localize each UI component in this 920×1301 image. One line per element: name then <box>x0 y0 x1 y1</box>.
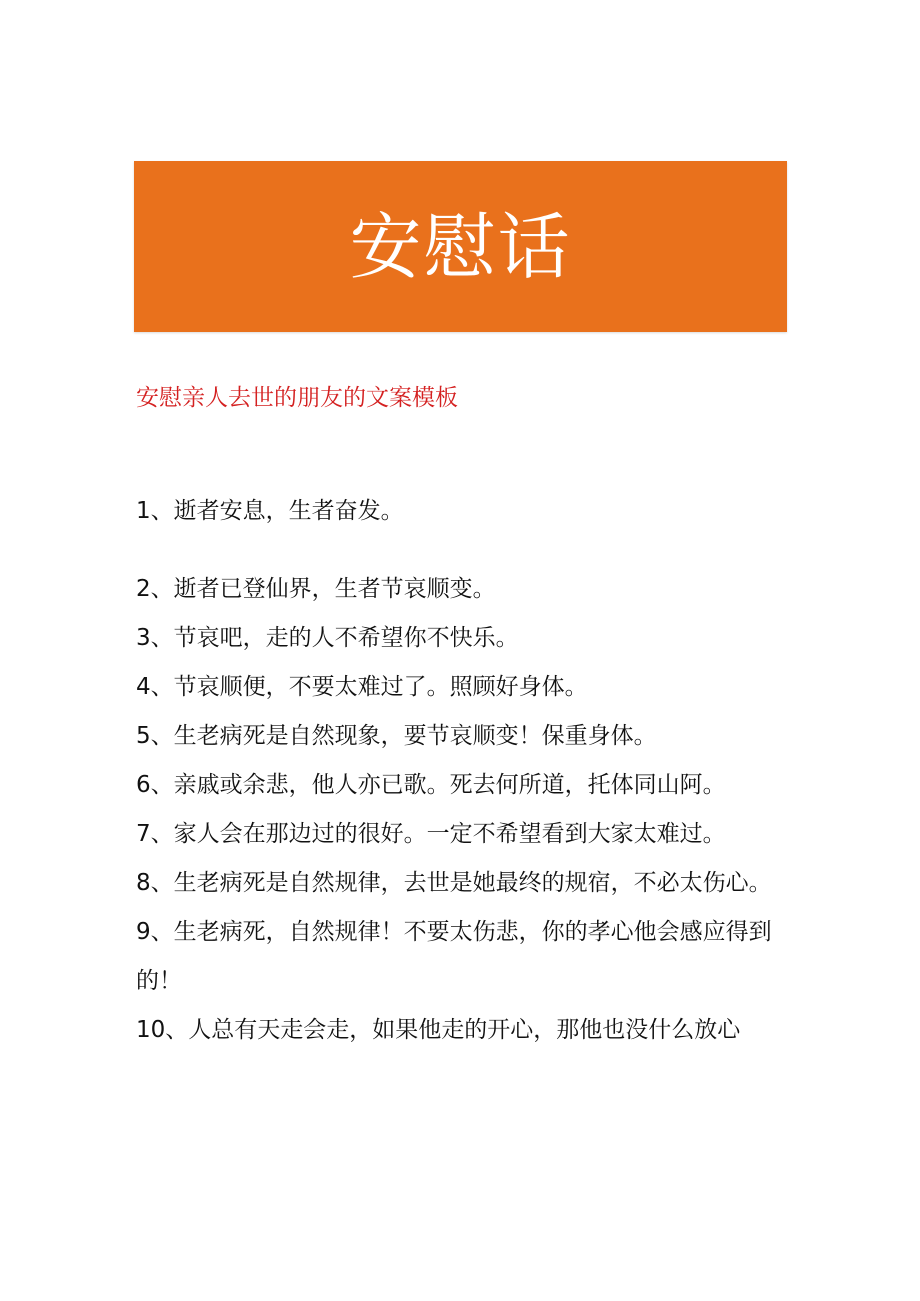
list-item-2: 2、逝者已登仙界，生者节哀顺变。 <box>136 576 496 602</box>
section-subtitle: 安慰亲人去世的朋友的文案模板 <box>136 385 458 411</box>
list-item-7: 7、家人会在那边过的很好。一定不希望看到大家太难过。 <box>136 821 726 847</box>
page-title: 安慰话 <box>349 204 572 289</box>
list-item-10: 10、人总有天走会走，如果他走的开心，那他也没什么放心 <box>136 1017 741 1043</box>
condolence-list <box>136 487 786 1055</box>
list-item-3: 3、节哀吧，走的人不希望你不快乐。 <box>136 625 519 651</box>
title-banner <box>134 161 787 332</box>
list-item-8: 8、生老病死是自然规律，去世是她最终的规宿，不必太伤心。 <box>136 870 772 896</box>
list-item-4: 4、节哀顺便，不要太难过了。照顾好身体。 <box>136 674 588 700</box>
list-item-5: 5、生老病死是自然现象，要节哀顺变！保重身体。 <box>136 723 657 749</box>
list-item-6: 6、亲戚或余悲，他人亦已歌。死去何所道，托体同山阿。 <box>136 772 726 798</box>
list-item-1: 1、逝者安息，生者奋发。 <box>136 498 404 524</box>
list-item-9: 9、生老病死，自然规律！不要太伤悲，你的孝心他会感应得到的！ <box>136 919 772 994</box>
